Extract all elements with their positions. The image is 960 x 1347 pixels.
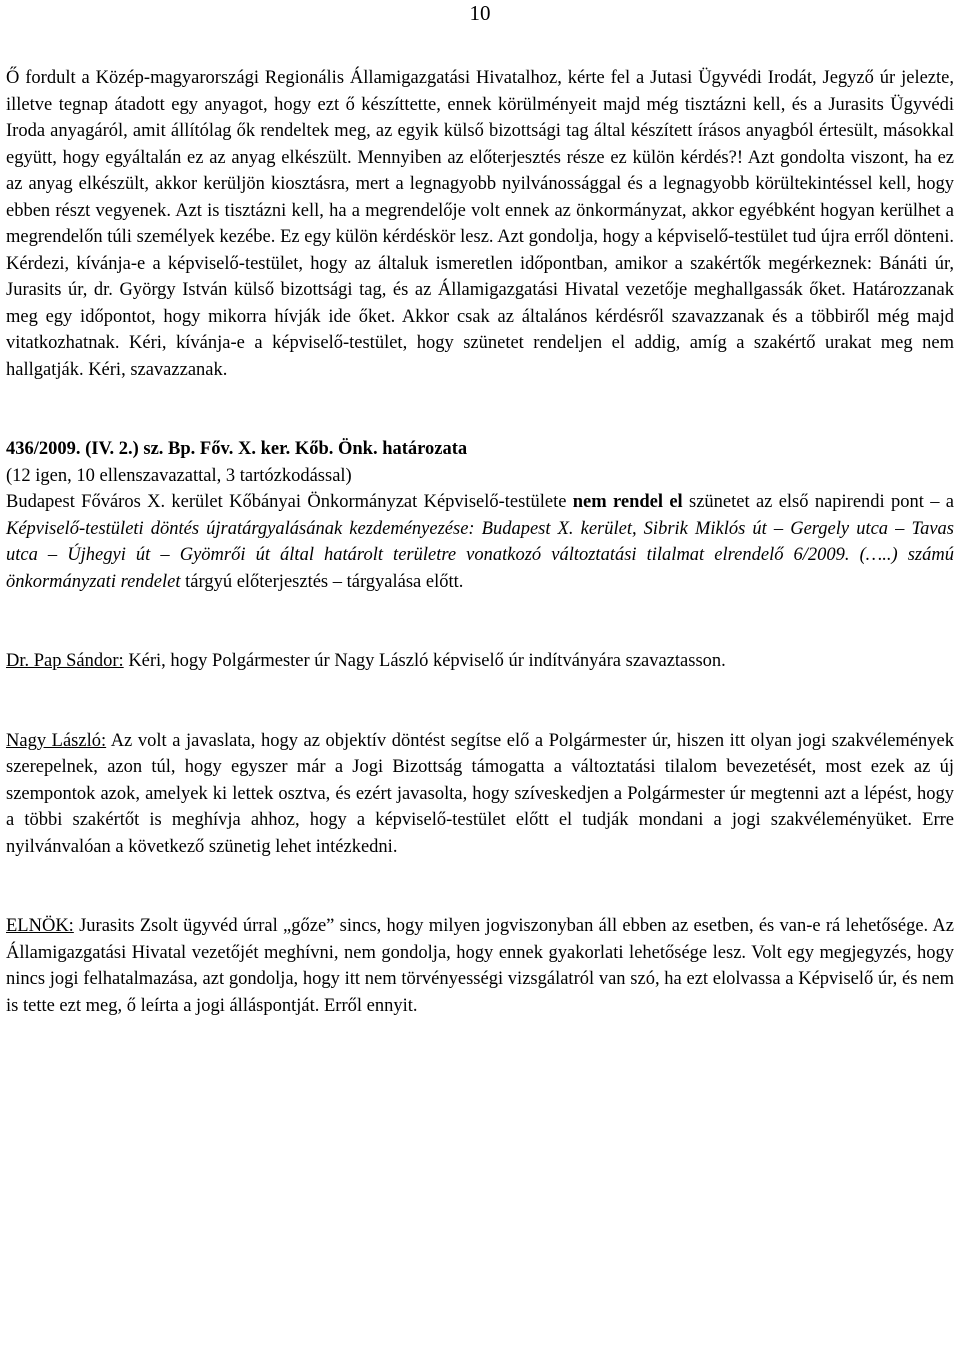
spacer: [6, 860, 954, 913]
spacer: [6, 595, 954, 648]
speaker-name: Nagy László:: [6, 730, 107, 751]
speaker-name: Dr. Pap Sándor:: [6, 651, 124, 671]
resolution-decision: nem rendel el: [572, 492, 683, 512]
speech-nagy-laszlo: [6, 728, 954, 861]
page-number: 10: [469, 1, 491, 25]
document-body: [6, 65, 954, 1019]
speech-text: Jurasits Zsolt ügyvéd úrral „gőze” sincs, hogy milyen jogviszonyban áll ebben az esetben, és van-e rá lehetősége. Az Államigazgatási Hivatal vezetőjét meghívni, nem gondolja, hogy ennek gyakorlati lehetősége lesz. Volt egy megjegyzés, hogy nincs jogi felhatalmazása, azt gondolja, hogy itt nem törvényességi vizsgálatról van szó, ha ezt elolvassa a Képviselő úr, és nem is tette ezt meg, ő leírta a jogi álláspontját. Erről ennyit.: [6, 916, 954, 1016]
speaker-name: ELNÖK:: [6, 916, 74, 936]
resolution-votes: (12 igen, 10 ellenszavazattal, 3 tartózkodással): [6, 465, 352, 486]
resolution-body-mid: szünetet az első napirendi pont – a: [682, 492, 954, 512]
speech-elnok: [6, 913, 954, 1019]
spacer: [6, 383, 954, 436]
speech-text: Kéri, hogy Polgármester úr Nagy László képviselő úr indítványára szavaztasson.: [123, 651, 726, 671]
speech-pap-sandor: [6, 648, 954, 675]
resolution-subject: Képviselő-testületi döntés újratárgyalásának kezdeményezése: Budapest X. kerület, Sibrik Miklós út – Gergely utca – Tavas utca – Újhegyi út – Gyömrői út által határolt területre vonatkozó változtatási tilalmat elrendelő 6/2009. (…..) számú önkormányzati rendelet: [6, 518, 954, 592]
resolution-title: 436/2009. (IV. 2.) sz. Bp. Főv. X. ker. Kőb. Önk. határozata: [6, 439, 468, 459]
paragraph-text: Ő fordult a Közép-magyarországi Regionális Államigazgatási Hivatalhoz, kérte fel a Jutasi Ügyvédi Irodát, Jegyző úr jelezte, illetve tegnap átadott egy anyagot, hogy ezt ő készíttette, ennek körülményeit majd még tisztázni kell, és a Jurasits Ügyvédi Iroda anyagáról, amit állítólag ők rendeltek meg, az egyik külső bizottsági tag által készített írásos anyagból értesült, másokkal együtt, hogy egyáltalán ez az anyag elkészült. Mennyiben az előterjesztés része ez külön kérdés?! Azt gondolta viszont, ha ez az anyag elkészült, akkor kerüljön kiosztásra, mert a legnagyobb nyilvánossággal és a legnagyobb körültekintéssel kell, hogy ebben részt vegyenek. Azt is tisztázni kell, ha a megrendelője volt ennek az önkormányzat, akkor egyébként hogyan kerülhet a megrendelőn túli személyek kezébe. Ez egy külön kérdéskör lesz. Azt gondolja, hogy a képviselő-testület tud újra erről dönteni. Kérdezi, kívánja-e a képviselő-testület, hogy az általuk ismeretlen időpontban, amikor a szakértők megérkeznek: Bánáti úr, Jurasits úr, dr. György István külső bizottsági tag, és az Államigazgatási Hivatal vezetője meghallgassák őket. Határozzanak meg egy időpontot, hogy mikorra hívják ide őket. Akkor csak az általános kérdésről szavazzanak és a többiről még majd vitatkozhatnak. Kéri, kívánja-e a képviselő-testület, hogy szünetet rendeljen el addig, amíg a szakértő urakat meg nem hallgatják. Kéri, szavazzanak.: [6, 68, 954, 380]
resolution-body-start: Budapest Főváros X. kerület Kőbányai Önkormányzat Képviselő-testülete: [6, 492, 573, 512]
speech-text: Az volt a javaslata, hogy az objektív döntést segítse elő a Polgármester úr, hiszen itt olyan jogi szakvélemények szerepelnek, azon túl, hogy egyszer már a Jogi Bizottság támogatta a változtatási tilalom bevezetését, most ezek az új szempontok azok, amelyek ki lettek osztva, és ezért javasolta, hogy szíveskedjen a Polgármester úr megtenni azt a lépést, hogy a többi szakértőt is meghívja ahhoz, hogy a képviselő-testület előtt el tudják mondani a jogi szakvéleményüket. Erre nyilvánvalóan a következő szünetig lehet intézkedni.: [6, 730, 954, 857]
resolution-body: [6, 489, 954, 595]
spacer: [6, 675, 954, 728]
resolution-body-end: tárgyú előterjesztés – tárgyalása előtt.: [180, 571, 464, 592]
